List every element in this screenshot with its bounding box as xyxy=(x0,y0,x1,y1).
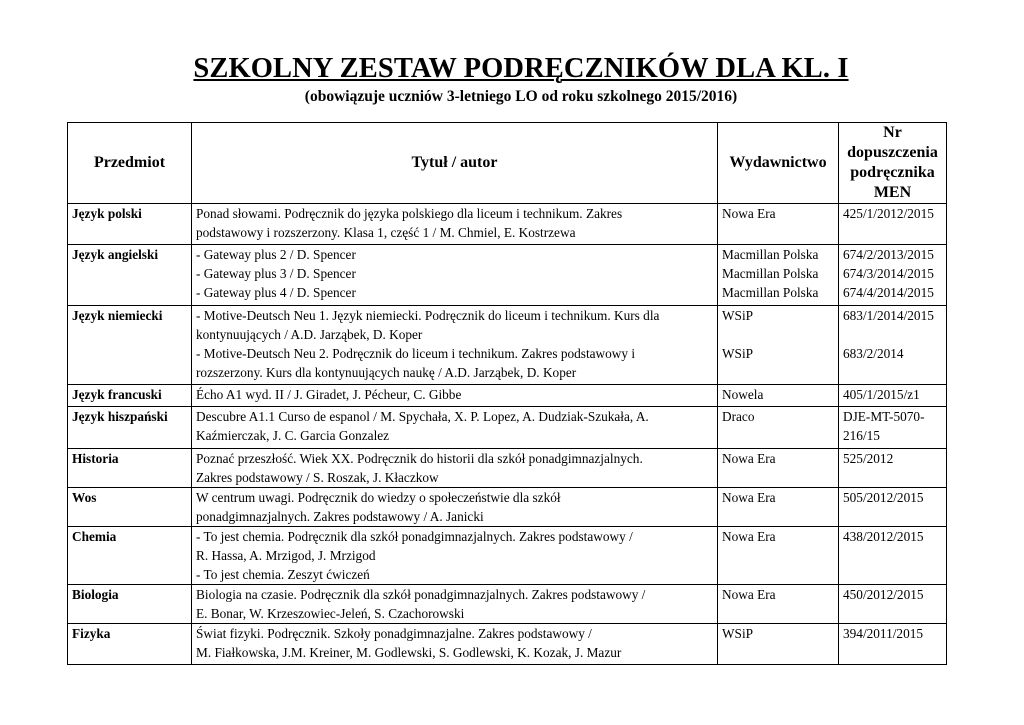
table-row xyxy=(68,585,947,624)
approval-number-cell-line: 674/2/2013/2015 xyxy=(843,247,934,262)
subject-cell: Język hiszpański xyxy=(68,407,192,449)
approval-number-cell-line: 216/15 xyxy=(843,428,880,443)
publisher-cell-line: WSiP xyxy=(722,346,754,361)
title-author-cell xyxy=(192,385,718,407)
title-author-cell-line: podstawowy i rozszerzony. Klasa 1, część 1 / M. Chmiel, E. Kostrzewa xyxy=(196,225,576,240)
title-author-cell-line: ponadgimnazjalnych. Zakres podstawowy / A. Janicki xyxy=(196,509,484,524)
title-author-cell-line: Poznać przeszłość. Wiek XX. Podręcznik do historii dla szkół ponadgimnazjalnych. xyxy=(196,451,643,466)
table-row xyxy=(68,407,947,449)
publisher-cell-line: Nowa Era xyxy=(722,206,776,221)
title-author-cell-line: - Motive-Deutsch Neu 2. Podręcznik do liceum i technikum. Zakres podstawowy i xyxy=(196,346,636,361)
publisher-cell xyxy=(718,527,839,585)
title-author-cell xyxy=(192,245,718,306)
approval-number-cell-line: DJE-MT-5070- xyxy=(843,409,925,424)
table-row xyxy=(68,449,947,488)
subject-cell: Język niemiecki xyxy=(68,306,192,385)
publisher-cell-line: Nowa Era xyxy=(722,451,776,466)
table-row xyxy=(68,204,947,245)
approval-number-cell xyxy=(839,624,947,665)
title-author-cell-line: R. Hassa, A. Mrzigod, J. Mrzigod xyxy=(196,548,376,563)
header-approval-number xyxy=(839,123,947,204)
approval-number-cell-line xyxy=(843,325,942,344)
publisher-cell-line: Nowa Era xyxy=(722,587,776,602)
header-title-author: Tytuł / autor xyxy=(192,123,718,204)
title-author-cell xyxy=(192,449,718,488)
table-row xyxy=(68,527,947,585)
publisher-cell-line: Nowa Era xyxy=(722,529,776,544)
title-author-cell-line: - Gateway plus 2 / D. Spencer xyxy=(196,247,356,262)
publisher-cell-line: Macmillan Polska xyxy=(722,266,819,281)
table-row xyxy=(68,488,947,527)
title-author-cell-line: Świat fizyki. Podręcznik. Szkoły ponadgimnazjalne. Zakres podstawowy / xyxy=(196,626,592,641)
approval-number-cell-line: 450/2012/2015 xyxy=(843,587,924,602)
approval-number-cell xyxy=(839,527,947,585)
subject-cell: Chemia xyxy=(68,527,192,585)
approval-number-cell xyxy=(839,245,947,306)
subject-cell: Język polski xyxy=(68,204,192,245)
publisher-cell xyxy=(718,585,839,624)
title-author-cell xyxy=(192,585,718,624)
title-author-cell xyxy=(192,407,718,449)
title-author-cell xyxy=(192,624,718,665)
approval-number-cell-line: 438/2012/2015 xyxy=(843,529,924,544)
subject-cell: Wos xyxy=(68,488,192,527)
publisher-cell-line: Macmillan Polska xyxy=(722,247,819,262)
approval-number-cell xyxy=(839,385,947,407)
approval-number-cell-line: 394/2011/2015 xyxy=(843,626,924,641)
approval-number-cell-line: 425/1/2012/2015 xyxy=(843,206,934,221)
title-author-cell xyxy=(192,488,718,527)
subject-cell: Biologia xyxy=(68,585,192,624)
publisher-cell xyxy=(718,385,839,407)
approval-number-cell-line: 683/2/2014 xyxy=(843,346,904,361)
publisher-cell xyxy=(718,449,839,488)
title-author-cell-line: kontynuujących / A.D. Jarząbek, D. Koper xyxy=(196,327,423,342)
textbook-table xyxy=(67,122,947,665)
title-author-cell-line: M. Fiałkowska, J.M. Kreiner, M. Godlewski, S. Godlewski, K. Kozak, J. Mazur xyxy=(196,645,622,660)
approval-number-cell-line: 505/2012/2015 xyxy=(843,490,924,505)
publisher-cell xyxy=(718,306,839,385)
approval-number-cell xyxy=(839,585,947,624)
header-approval-line2: podręcznika xyxy=(850,164,935,181)
subject-cell: Język angielski xyxy=(68,245,192,306)
title-author-cell-line: Biologia na czasie. Podręcznik dla szkół ponadgimnazjalnych. Zakres podstawowy / xyxy=(196,587,646,602)
approval-number-cell-line: 525/2012 xyxy=(843,451,894,466)
title-author-cell-line: Ponad słowami. Podręcznik do języka polskiego dla liceum i technikum. Zakres xyxy=(196,206,623,221)
approval-number-cell-line: 405/1/2015/z1 xyxy=(843,387,920,402)
publisher-cell-line: WSiP xyxy=(722,626,754,641)
publisher-cell xyxy=(718,624,839,665)
title-author-cell-line: Écho A1 wyd. II / J. Giradet, J. Pécheur, C. Gibbe xyxy=(196,387,462,402)
title-author-cell-line: rozszerzony. Kurs dla kontynuujących naukę / A.D. Jarząbek, D. Koper xyxy=(196,365,577,380)
approval-number-cell xyxy=(839,306,947,385)
title-author-cell-line: Descubre A1.1 Curso de espanol / M. Spychała, X. P. Lopez, A. Dudziak-Szukała, A. xyxy=(196,409,649,424)
document-title: SZKOLNY ZESTAW PODRĘCZNIKÓW DLA KL. I xyxy=(193,53,849,84)
approval-number-cell xyxy=(839,488,947,527)
document-subtitle: (obowiązuje uczniów 3-letniego LO od roku szkolnego 2015/2016) xyxy=(304,88,738,105)
publisher-cell-line: WSiP xyxy=(722,308,754,323)
table-header-row xyxy=(68,123,947,204)
title-author-cell xyxy=(192,204,718,245)
approval-number-cell-line: 683/1/2014/2015 xyxy=(843,308,934,323)
title-author-cell-line: - To jest chemia. Podręcznik dla szkół ponadgimnazjalnych. Zakres podstawowy / xyxy=(196,529,633,544)
publisher-cell-line: Nowa Era xyxy=(722,490,776,505)
title-author-cell xyxy=(192,527,718,585)
subject-cell: Język francuski xyxy=(68,385,192,407)
title-author-cell-line: Zakres podstawowy / S. Roszak, J. Kłaczkow xyxy=(196,470,439,485)
title-author-cell-line: - Gateway plus 3 / D. Spencer xyxy=(196,266,356,281)
publisher-cell-line xyxy=(722,325,834,344)
approval-number-cell xyxy=(839,449,947,488)
approval-number-cell-line: 674/3/2014/2015 xyxy=(843,266,934,281)
approval-number-cell-line: 674/4/2014/2015 xyxy=(843,285,934,300)
title-author-cell-line: W centrum uwagi. Podręcznik do wiedzy o społeczeństwie dla szkół xyxy=(196,490,561,505)
table-row xyxy=(68,306,947,385)
publisher-cell xyxy=(718,407,839,449)
table-row xyxy=(68,624,947,665)
title-author-cell-line: - Gateway plus 4 / D. Spencer xyxy=(196,285,356,300)
subject-cell: Historia xyxy=(68,449,192,488)
title-author-cell-line: - To jest chemia. Zeszyt ćwiczeń xyxy=(196,567,370,582)
title-author-cell xyxy=(192,306,718,385)
header-publisher: Wydawnictwo xyxy=(718,123,839,204)
publisher-cell xyxy=(718,204,839,245)
approval-number-cell xyxy=(839,407,947,449)
header-approval-line1: Nr dopuszczenia xyxy=(847,124,938,161)
publisher-cell-line: Nowela xyxy=(722,387,764,402)
table-row xyxy=(68,385,947,407)
title-author-cell-line: - Motive-Deutsch Neu 1. Język niemiecki. Podręcznik do liceum i technikum. Kurs dla xyxy=(196,308,660,323)
approval-number-cell xyxy=(839,204,947,245)
table-body xyxy=(68,204,947,665)
header-subject: Przedmiot xyxy=(68,123,192,204)
publisher-cell xyxy=(718,488,839,527)
table-row xyxy=(68,245,947,306)
title-author-cell-line: Kaźmierczak, J. C. Garcia Gonzalez xyxy=(196,428,390,443)
publisher-cell-line: Draco xyxy=(722,409,755,424)
header-approval-line3: MEN xyxy=(873,184,912,201)
title-author-cell-line: E. Bonar, W. Krzeszowiec-Jeleń, S. Czachorowski xyxy=(196,606,465,621)
publisher-cell xyxy=(718,245,839,306)
subject-cell: Fizyka xyxy=(68,624,192,665)
publisher-cell-line: Macmillan Polska xyxy=(722,285,819,300)
